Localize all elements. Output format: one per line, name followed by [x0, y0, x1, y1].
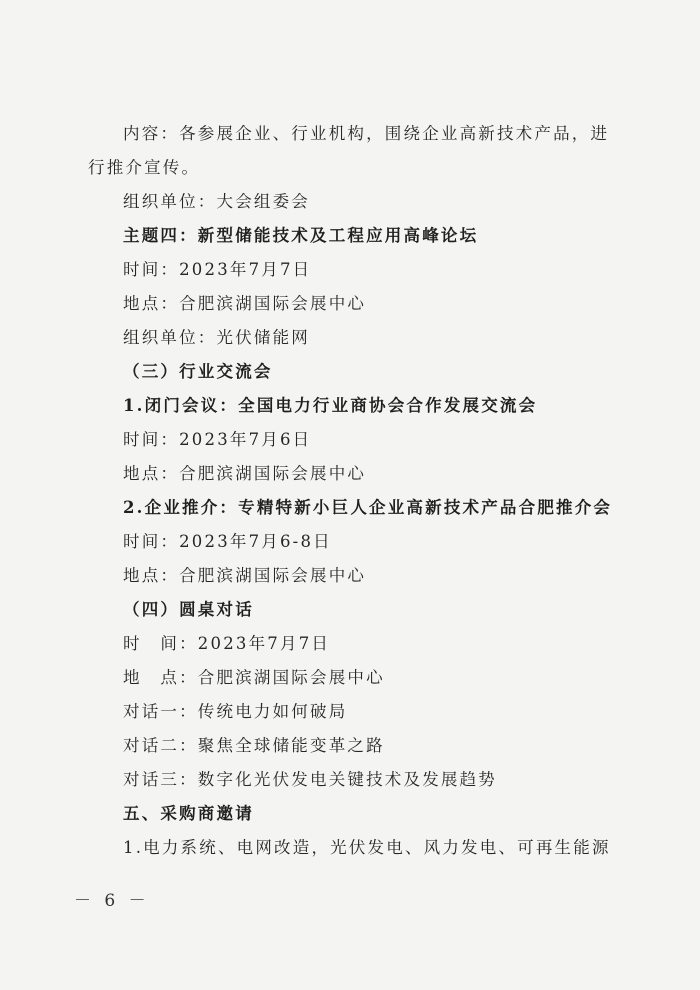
dialogue-two: 对话二：聚焦全球储能变革之路 — [123, 736, 385, 755]
enterprise-promotion-time: 时间：2023年7月6-8日 — [123, 532, 332, 551]
roundtable-location: 地 点：合肥滨湖国际会展中心 — [123, 668, 385, 687]
enterprise-promotion-location: 地点：合肥滨湖国际会展中心 — [123, 566, 367, 585]
dialogue-one: 对话一：传统电力如何破局 — [123, 702, 348, 721]
page-number: － 6 － — [74, 891, 150, 911]
theme-four-time: 时间：2023年7月7日 — [123, 260, 312, 279]
theme-four-heading: 主题四：新型储能技术及工程应用高峰论坛 — [123, 226, 479, 245]
closed-meeting-time: 时间：2023年7月6日 — [123, 430, 312, 449]
theme-four-organizer: 组织单位：光伏储能网 — [123, 328, 310, 347]
enterprise-promotion-heading: 2.企业推介：专精特新小巨人企业高新技术产品合肥推介会 — [123, 498, 613, 517]
content-line-1: 内容：各参展企业、行业机构，围绕企业高新技术产品，进 — [123, 124, 610, 143]
closed-meeting-location: 地点：合肥滨湖国际会展中心 — [123, 464, 367, 483]
dialogue-three: 对话三：数字化光伏发电关键技术及发展趋势 — [123, 770, 497, 789]
content-line-2: 行推介宣传。 — [88, 158, 201, 177]
organizer-line: 组织单位：大会组委会 — [123, 192, 310, 211]
roundtable-time: 时 间：2023年7月7日 — [123, 634, 331, 653]
section-four-heading: （四）圆桌对话 — [123, 600, 254, 619]
section-three-heading: （三）行业交流会 — [123, 362, 273, 381]
theme-four-location: 地点：合肥滨湖国际会展中心 — [123, 294, 367, 313]
closed-meeting-heading: 1.闭门会议：全国电力行业商协会合作发展交流会 — [123, 396, 538, 415]
buyer-category-line: 1.电力系统、电网改造，光伏发电、风力发电、可再生能源 — [123, 838, 611, 857]
section-five-heading: 五、采购商邀请 — [123, 804, 254, 823]
